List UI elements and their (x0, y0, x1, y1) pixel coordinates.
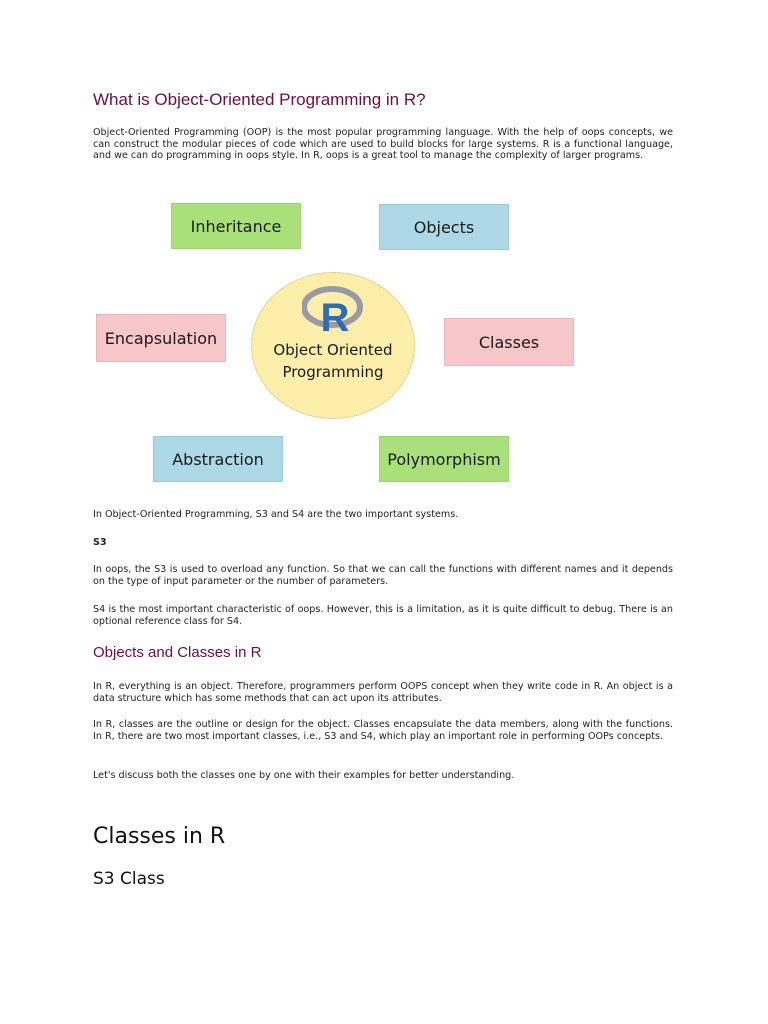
center-label (252, 339, 414, 383)
concept-abstraction: Abstraction (153, 436, 283, 482)
intro-paragraph: Object-Oriented Programming (OOP) is the most popular programming language. With the help of oops concepts, we can construct the modular pieces of code which are used to build blocks for large systems. R is a functional language, and we can do programming in oops style. In R, oops is a great tool to manage the complexity of larger programs. (93, 127, 673, 162)
concept-objects: Objects (379, 204, 509, 250)
center-circle (251, 272, 415, 419)
concept-classes: Classes (444, 318, 574, 366)
objects-paragraph-2: In R, classes are the outline or design for the object. Classes encapsulate the data members, along with the functions. In R, there are two most important classes, i.e., S3 and S4, which play an important role in performing OOPs concepts. (93, 719, 673, 742)
s3-paragraph: In oops, the S3 is used to overload any function. So that we can call the functions with different names and it depends on the type of input parameter or the number of parameters. (93, 564, 673, 587)
objects-paragraph-1: In R, everything is an object. Therefore, programmers perform OOPS concept when they write code in R. An object is a data structure which has some methods that can act upon its attributes. (93, 681, 673, 704)
page-title: What is Object-Oriented Programming in R? (93, 90, 426, 109)
concept-encapsulation: Encapsulation (96, 314, 226, 362)
objects-classes-heading: Objects and Classes in R (93, 644, 262, 661)
oop-concepts-diagram (93, 197, 673, 497)
concept-polymorphism: Polymorphism (379, 436, 509, 482)
r-logo-letter: R (320, 296, 350, 337)
concept-inheritance: Inheritance (171, 203, 301, 249)
classes-in-r-heading: Classes in R (93, 824, 226, 849)
s3-class-heading: S3 Class (93, 869, 165, 889)
s3-label: S3 (93, 537, 107, 548)
r-logo-icon (302, 285, 364, 337)
center-label-line2: Programming (282, 363, 384, 381)
center-label-line1: Object Oriented (273, 341, 393, 359)
objects-paragraph-3: Let's discuss both the classes one by one with their examples for better understanding. (93, 770, 515, 781)
s4-paragraph: S4 is the most important characteristic of oops. However, this is a limitation, as it is quite difficult to debug. There is an optional reference class for S4. (93, 604, 673, 627)
systems-paragraph: In Object-Oriented Programming, S3 and S4 are the two important systems. (93, 509, 459, 520)
